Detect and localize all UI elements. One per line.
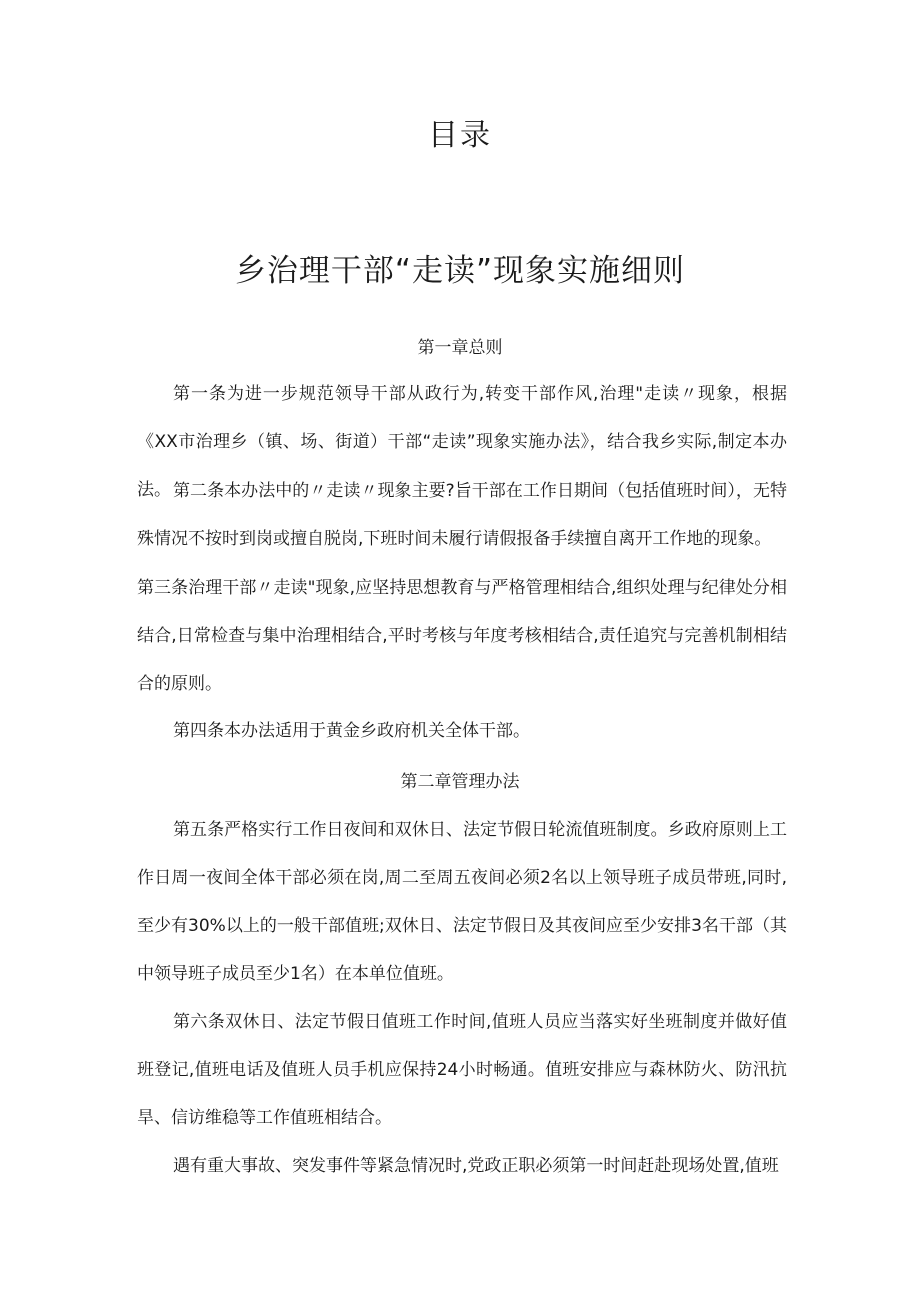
article-5-paragraph: 第五条严格实行工作日夜间和双休日、法定节假日轮流值班制度。乡政府原则上工作日周一夜间全体干部必须在岗,周二至周五夜间必须2名以上领导班子成员带班,同时,至少有30%以上的一般干部值班;双休日、法定节假日及其夜间应至少安排3名干部（其中领导班子成员至少1名）在本单位值班。 (137, 820, 787, 984)
article-6-continuation: 遇有重大事故、突发事件等紧急情况时,党政正职必须第一时间赶赴现场处置,值班 (173, 1156, 779, 1176)
chapter-1-title: 第一章总则 (417, 338, 503, 358)
article-2-paragraph: 第二条本办法中的〃走读〃现象主要?旨干部在工作日期间（包括值班时间），无特殊情况不按时到岗或擅自脱岗,下班时间未履行请假报备手续擅自离开工作地的现象。 (137, 481, 787, 549)
document-title: 乡治理干部“走读”现象实施细则 (234, 253, 686, 289)
article-1-paragraph: 第一条为进一步规范领导干部从政行为,转变干部作风,治理"走读〃现象，根据《XX市治理乡（镇、场、街道）干部“走读”现象实施办法》，结合我乡实际,制定本办法。 (137, 384, 787, 500)
toc-title: 目录 (428, 118, 492, 153)
article-6-paragraph: 第六条双休日、法定节假日值班工作时间,值班人员应当落实好坐班制度并做好值班登记,值班电话及值班人员手机应保持24小时畅通。值班安排应与森林防火、防汛抗旱、信访维稳等工作值班相结合。 (137, 1012, 787, 1128)
article-3-paragraph: 第三条治理干部〃走读"现象,应坚持思想教育与严格管理相结合,组织处理与纪律处分相结合,日常检查与集中治理相结合,平时考核与年度考核相结合,责任追究与完善机制相结合的原则。 (137, 578, 787, 694)
article-4-paragraph: 第四条本办法适用于黄金乡政府机关全体干部。 (173, 721, 530, 741)
chapter-2-title: 第二章管理办法 (400, 772, 520, 792)
